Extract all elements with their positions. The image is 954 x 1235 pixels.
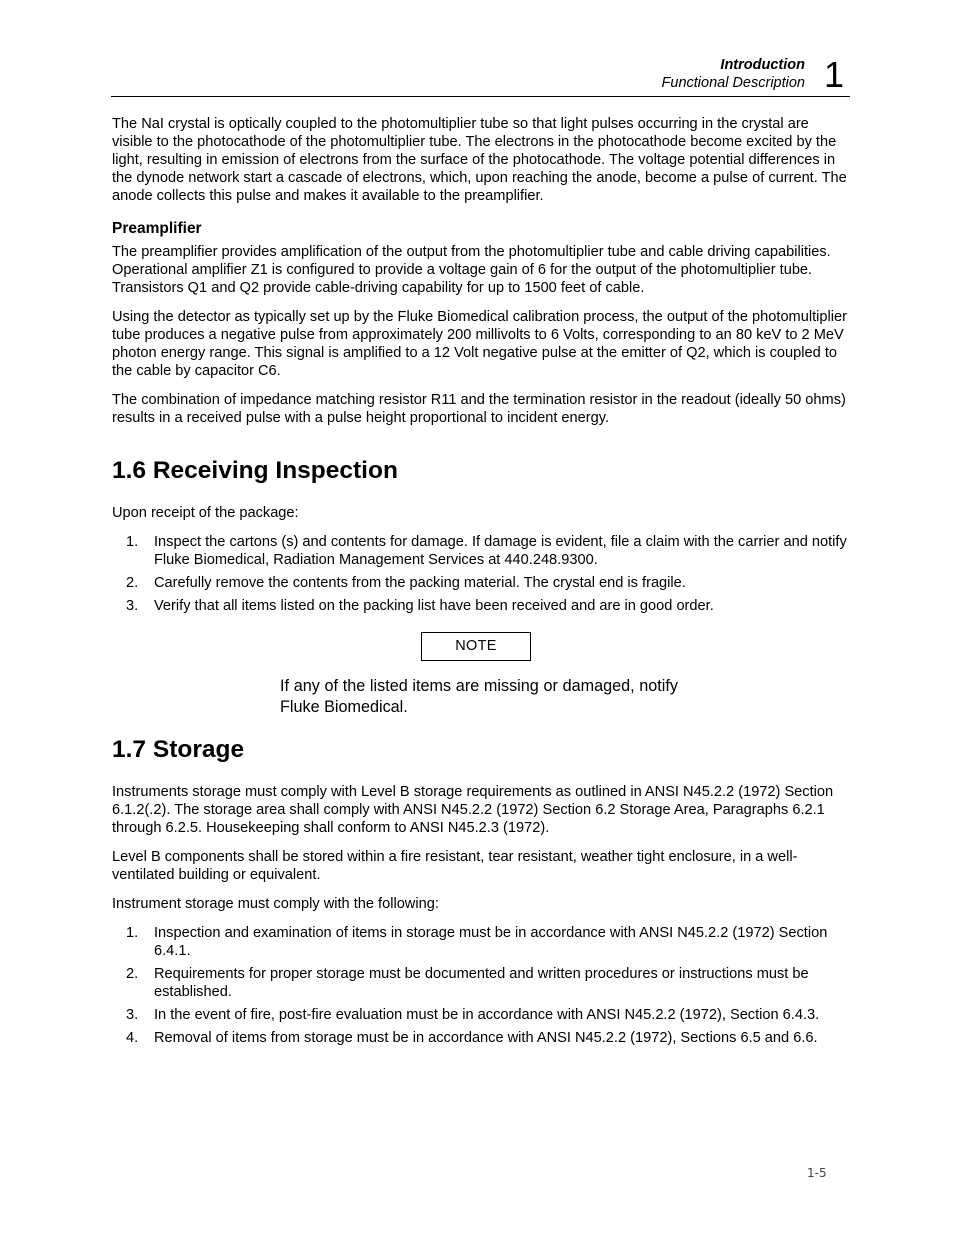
list-item-text: Removal of items from storage must be in accordance with ANSI N45.2.2 (1972), Sections 6.5 and 6.6. [154,1030,818,1046]
list-item-number: 2. [126,966,139,982]
storage-requirements-list [112,924,848,1047]
list-item-text: Requirements for proper storage must be documented and written procedures or instructions must be established. [154,966,809,1000]
running-header-title: Introduction [720,57,805,73]
running-header-subtitle: Functional Description [661,75,805,91]
list-item [112,597,848,615]
list-item-number: 1. [126,534,139,550]
list-item-text: Verify that all items listed on the packing list have been received and are in good order. [154,598,714,614]
preamp-paragraph-3: The combination of impedance matching resistor R11 and the termination resistor in the readout (ideally 50 ohms) results in a received pulse with a pulse height proportional to incident energy. [112,392,846,426]
page-number: 1-5 [807,1166,827,1180]
list-item [112,924,848,960]
list-item [112,574,848,592]
header-divider [111,96,850,97]
list-item-text: Carefully remove the contents from the packing material. The crystal end is fragile. [154,575,686,591]
list-item-text: Inspect the cartons (s) and contents for damage. If damage is evident, file a claim with the carrier and notify Fluke Biomedical, Radiation Management Services at 440.248.9300. [154,534,847,568]
list-item-number: 4. [126,1030,139,1046]
list-item-number: 2. [126,575,139,591]
intro-paragraph: The NaI crystal is optically coupled to the photomultiplier tube so that light pulses occurring in the crystal are visible to the photocathode of the photomultiplier tube. The electrons in the photocathode become excited by the light, resulting in emission of electrons from the surface of the photocathode. The voltage potential differences in the dynode network start a cascade of electrons, which, upon reaching the anode, become a pulse of current. The anode collects this pulse and makes it available to the preamplifier. [112,116,847,204]
list-item [112,533,848,569]
page-body [112,115,848,1055]
receiving-intro: Upon receipt of the package: [112,505,299,521]
storage-paragraph-1: Instruments storage must comply with Level B storage requirements as outlined in ANSI N45.2.2 (1972) Section 6.1.2(.2). The storage area shall comply with ANSI N45.2.2 (1972) Section 6.2 Storage Area, Paragraphs 6.2.1 through 6.2.5. Housekeeping shall conform to ANSI N45.2.3 (1972). [112,784,834,836]
list-item [112,965,848,1001]
storage-paragraph-3: Instrument storage must comply with the following: [112,896,439,912]
chapter-number: 1 [824,54,845,95]
preamp-paragraph-1: The preamplifier provides amplification of the output from the photomultiplier tube and cable driving capabilities. Operational amplifier Z1 is configured to provide a voltage gain of 6 for the output of the photomultiplier tube. Transistors Q1 and Q2 provide cable-driving capability for up to 1500 feet of cable. [112,244,831,296]
receiving-steps-list [112,533,848,615]
preamplifier-heading: Preamplifier [112,220,202,237]
list-item-text: In the event of fire, post-fire evaluation must be in accordance with ANSI N45.2.2 (1972), Section 6.4.3. [154,1007,820,1023]
storage-paragraph-2: Level B components shall be stored within a fire resistant, tear resistant, weather tight enclosure, in a well-ventilated building or equivalent. [112,849,798,883]
list-item [112,1029,848,1047]
list-item-number: 3. [126,1007,139,1023]
note-text: If any of the listed items are missing or damaged, notify Fluke Biomedical. [280,677,678,716]
receiving-inspection-heading: 1.6 Receiving Inspection [112,457,398,484]
list-item-text: Inspection and examination of items in storage must be in accordance with ANSI N45.2.2 (1972) Section 6.4.1. [154,925,828,959]
preamp-paragraph-2: Using the detector as typically set up by the Fluke Biomedical calibration process, the output of the photomultiplier tube produces a negative pulse from approximately 200 millivolts to 6 Volts, corresponding to an 80 keV to 2 MeV photon energy range. This signal is amplified to a 12 Volt negative pulse at the emitter of Q2, which is coupled to the cable by capacitor C6. [112,309,847,379]
note-label-box: NOTE [421,632,531,661]
list-item [112,1006,848,1024]
list-item-number: 1. [126,925,139,941]
list-item-number: 3. [126,598,139,614]
storage-heading: 1.7 Storage [112,736,245,763]
